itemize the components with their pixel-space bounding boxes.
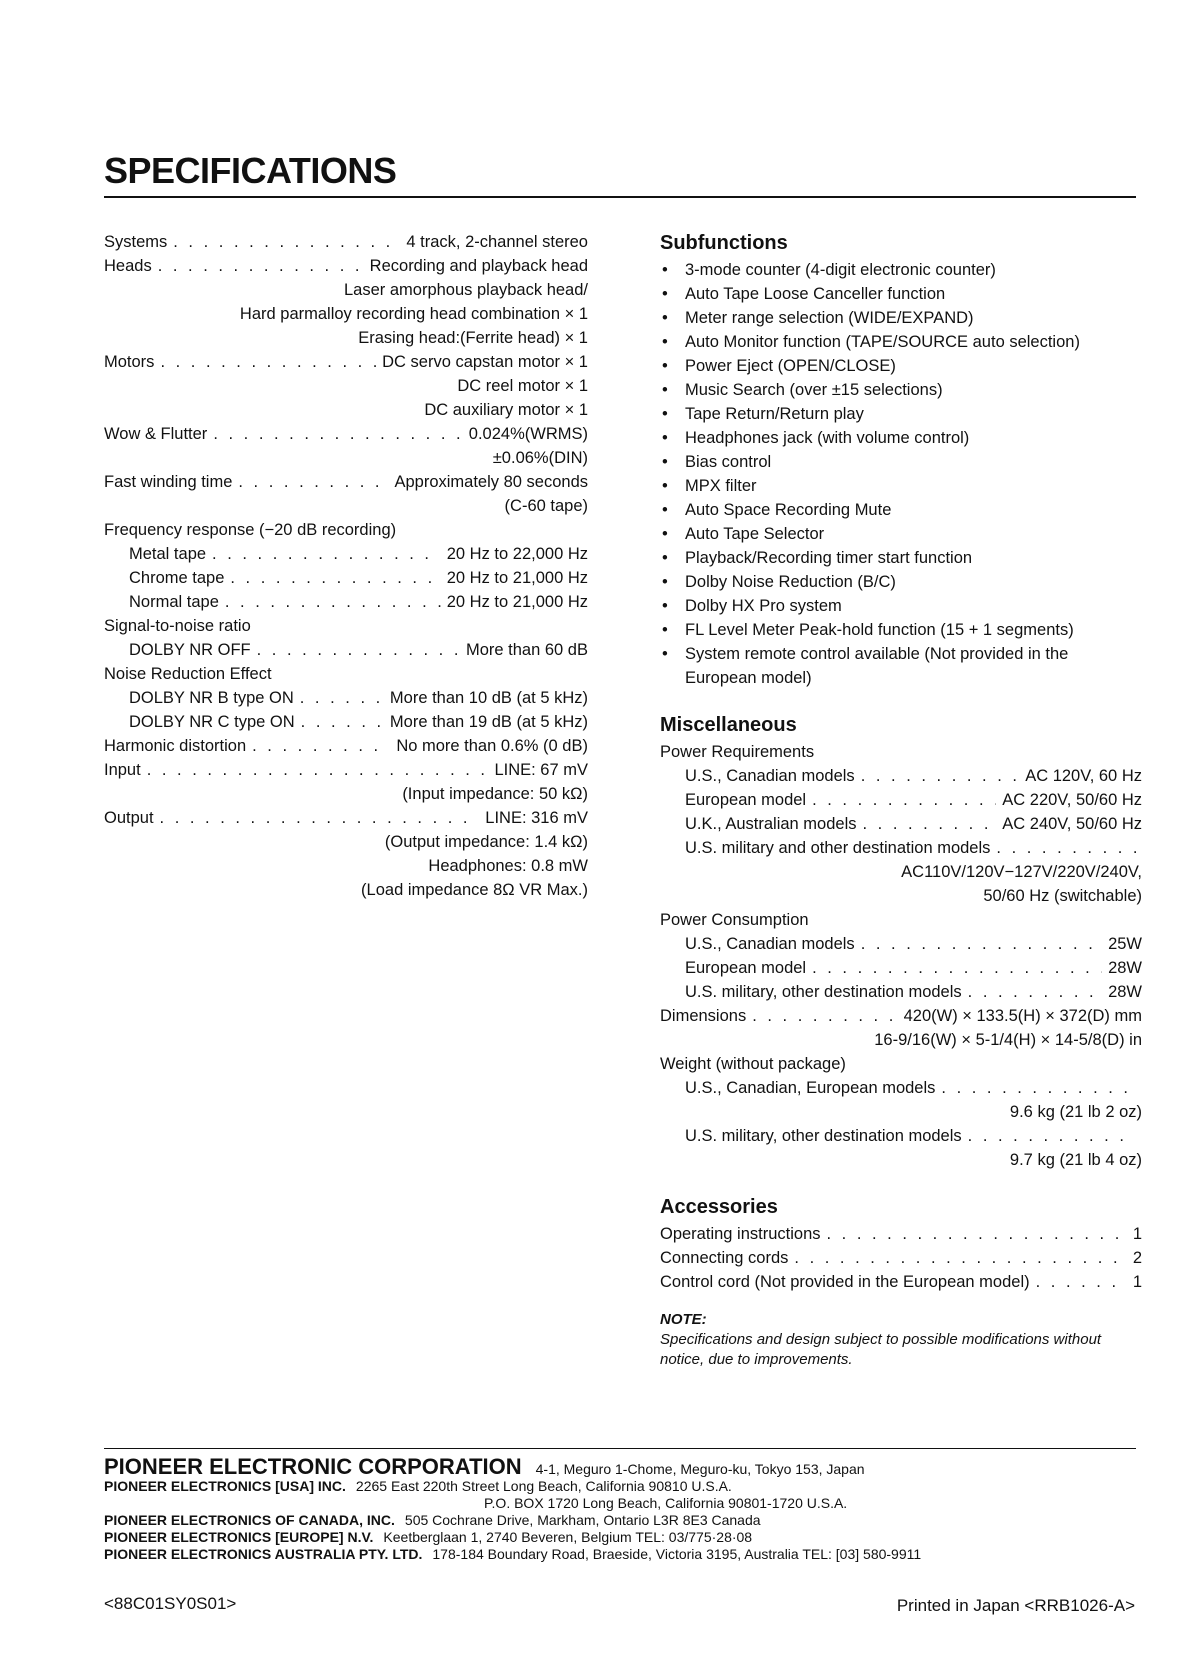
spec-nr-c: DOLBY NR C type ON . . . More than 19 dB (at 5 kHz) bbox=[104, 710, 588, 734]
spec-wow-flutter-cont: ±0.06%(DIN) bbox=[492, 449, 588, 467]
spec-power-mil-cont: AC110V/120V−127V/220V/240V, bbox=[901, 863, 1142, 881]
corp-europe-line: PIONEER ELECTRONICS [EUROPE] N.V. Keetberglaan 1, 2740 Beveren, Belgium TEL: 03/775·28·08 bbox=[104, 1529, 753, 1545]
list-item: • Music Search (over ±15 selections) bbox=[660, 378, 1142, 402]
spec-freq-normal: Normal tape . . . 20 Hz to 21,000 Hz bbox=[104, 590, 588, 614]
corp-main-address: 4-1, Meguro 1-Chome, Meguro-ku, Tokyo 153, Japan bbox=[535, 1461, 865, 1477]
spec-noise-reduction: Noise Reduction Effect bbox=[104, 665, 272, 683]
spec-heads-cont: Laser amorphous playback head/ bbox=[344, 281, 588, 299]
corp-usa-address-2: P.O. BOX 1720 Long Beach, California 90801-1720 U.S.A. bbox=[484, 1495, 848, 1511]
spec-weight: Weight (without package) bbox=[660, 1055, 846, 1073]
spec-power-us: U.S., Canadian models . . . AC 120V, 60 Hz bbox=[660, 764, 1142, 788]
accessory-item: Connecting cords . . . 2 bbox=[660, 1246, 1142, 1270]
spec-freq-chrome: Chrome tape . . . 20 Hz to 21,000 Hz bbox=[104, 566, 588, 590]
spec-power-mil-cont: 50/60 Hz (switchable) bbox=[983, 887, 1142, 905]
spec-power-mil: U.S. military and other destination models . . . bbox=[660, 836, 1142, 860]
list-item: • System remote control available (Not provided in the European model) bbox=[660, 642, 1142, 690]
spec-heads: Heads . . . Recording and playback head bbox=[104, 254, 588, 278]
list-item: • 3-mode counter (4-digit electronic counter) bbox=[660, 258, 1142, 282]
note-text: Specifications and design subject to possible modifications without notice, due to improvements. bbox=[660, 1331, 1102, 1368]
list-item: • Meter range selection (WIDE/EXPAND) bbox=[660, 306, 1142, 330]
accessory-item: Operating instructions . . . 1 bbox=[660, 1222, 1142, 1246]
footer-rule bbox=[104, 1448, 1136, 1449]
list-item: • Dolby Noise Reduction (B/C) bbox=[660, 570, 1142, 594]
spec-heads-cont: Erasing head:(Ferrite head) × 1 bbox=[358, 329, 588, 347]
page-title: SPECIFICATIONS bbox=[104, 150, 397, 191]
spec-nr-b: DOLBY NR B type ON . . . More than 10 dB (at 5 kHz) bbox=[104, 686, 588, 710]
spec-motors-cont: DC reel motor × 1 bbox=[457, 377, 588, 395]
spec-fast-winding-cont: (C-60 tape) bbox=[504, 497, 588, 515]
spec-harmonic-distortion: Harmonic distortion . . . No more than 0.6% (0 dB) bbox=[104, 734, 588, 758]
list-item: • Headphones jack (with volume control) bbox=[660, 426, 1142, 450]
spec-output-cont: (Load impedance 8Ω VR Max.) bbox=[361, 881, 588, 899]
corp-canada-line: PIONEER ELECTRONICS OF CANADA, INC. 505 Cochrane Drive, Markham, Ontario L3R 8E3 Canada bbox=[104, 1512, 761, 1528]
list-item: • Auto Monitor function (TAPE/SOURCE auto selection) bbox=[660, 330, 1142, 354]
list-item: • Tape Return/Return play bbox=[660, 402, 1142, 426]
spec-consumption-us: U.S., Canadian models . . . 25W bbox=[660, 932, 1142, 956]
spec-weight-b-cont: 9.7 kg (21 lb 4 oz) bbox=[1009, 1151, 1142, 1169]
spec-weight-b: U.S. military, other destination models . . . bbox=[660, 1124, 1142, 1148]
spec-fast-winding: Fast winding time . . . Approximately 80 seconds bbox=[104, 470, 588, 494]
accessories-heading: Accessories bbox=[660, 1196, 778, 1218]
list-item: • Auto Space Recording Mute bbox=[660, 498, 1142, 522]
spec-power-consumption: Power Consumption bbox=[660, 911, 809, 929]
list-item: • Power Eject (OPEN/CLOSE) bbox=[660, 354, 1142, 378]
spec-snr-dolby-off: DOLBY NR OFF . . . More than 60 dB bbox=[104, 638, 588, 662]
spec-freq-metal: Metal tape . . . 20 Hz to 22,000 Hz bbox=[104, 542, 588, 566]
spec-power-uk: U.K., Australian models . . . AC 240V, 50/60 Hz bbox=[660, 812, 1142, 836]
spec-input-cont: (Input impedance: 50 kΩ) bbox=[402, 785, 588, 803]
spec-output: Output . . . LINE: 316 mV bbox=[104, 806, 588, 830]
spec-power-eu: European model . . . AC 220V, 50/60 Hz bbox=[660, 788, 1142, 812]
spec-weight-a: U.S., Canadian, European models . . . bbox=[660, 1076, 1142, 1100]
corp-usa-line: PIONEER ELECTRONICS [USA] INC. 2265 East 220th Street Long Beach, California 90810 U.S.A. bbox=[104, 1478, 732, 1494]
spec-heads-cont: Hard parmalloy recording head combination × 1 bbox=[239, 305, 588, 323]
corp-main-name: PIONEER ELECTRONIC CORPORATION bbox=[104, 1454, 522, 1479]
corp-main-line bbox=[104, 1454, 1144, 1479]
list-item: • Dolby HX Pro system bbox=[660, 594, 1142, 618]
document-code: <88C01SY0S01> bbox=[104, 1594, 237, 1613]
spec-motors: Motors . . . DC servo capstan motor × 1 bbox=[104, 350, 588, 374]
specs-left-column bbox=[104, 230, 588, 902]
spec-snr: Signal-to-noise ratio bbox=[104, 617, 251, 635]
note-heading: NOTE: bbox=[660, 1311, 707, 1328]
spec-weight-a-cont: 9.6 kg (21 lb 2 oz) bbox=[1009, 1103, 1142, 1121]
title-rule bbox=[104, 196, 1136, 198]
spec-wow-flutter: Wow & Flutter . . . 0.024%(WRMS) bbox=[104, 422, 588, 446]
list-item: • Auto Tape Loose Canceller function bbox=[660, 282, 1142, 306]
spec-power-requirements: Power Requirements bbox=[660, 743, 815, 761]
list-item: • Bias control bbox=[660, 450, 1142, 474]
spec-systems: Systems . . . 4 track, 2-channel stereo bbox=[104, 230, 588, 254]
spec-dimensions-cont: 16-9/16(W) × 5-1/4(H) × 14-5/8(D) in bbox=[874, 1031, 1142, 1049]
spec-consumption-eu: European model . . . 28W bbox=[660, 956, 1142, 980]
list-item: • MPX filter bbox=[660, 474, 1142, 498]
spec-output-cont: (Output impedance: 1.4 kΩ) bbox=[384, 833, 588, 851]
spec-dimensions: Dimensions . . . 420(W) × 133.5(H) × 372(D) mm bbox=[660, 1004, 1142, 1028]
list-item: • FL Level Meter Peak-hold function (15 + 1 segments) bbox=[660, 618, 1142, 642]
corp-australia-line: PIONEER ELECTRONICS AUSTRALIA PTY. LTD. 178-184 Boundary Road, Braeside, Victoria 3195, Australia TEL: [03] 580-9911 bbox=[104, 1546, 922, 1562]
spec-input: Input . . . LINE: 67 mV bbox=[104, 758, 588, 782]
miscellaneous-heading: Miscellaneous bbox=[660, 714, 797, 736]
spec-consumption-mil: U.S. military, other destination models . . . 28W bbox=[660, 980, 1142, 1004]
footer-addresses bbox=[104, 1454, 1144, 1563]
spec-motors-cont: DC auxiliary motor × 1 bbox=[424, 401, 588, 419]
accessory-item: Control cord (Not provided in the European model) . . . 1 bbox=[660, 1270, 1142, 1294]
list-item: • Playback/Recording timer start function bbox=[660, 546, 1142, 570]
subfunctions-heading: Subfunctions bbox=[660, 232, 788, 254]
printed-in-japan: Printed in Japan <RRB1026-A> bbox=[896, 1596, 1135, 1615]
subfunctions-list bbox=[660, 258, 1142, 690]
spec-frequency-response: Frequency response (−20 dB recording) bbox=[104, 521, 397, 539]
list-item: • Auto Tape Selector bbox=[660, 522, 1142, 546]
specs-right-column bbox=[660, 228, 1142, 1370]
spec-output-cont: Headphones: 0.8 mW bbox=[428, 857, 588, 875]
